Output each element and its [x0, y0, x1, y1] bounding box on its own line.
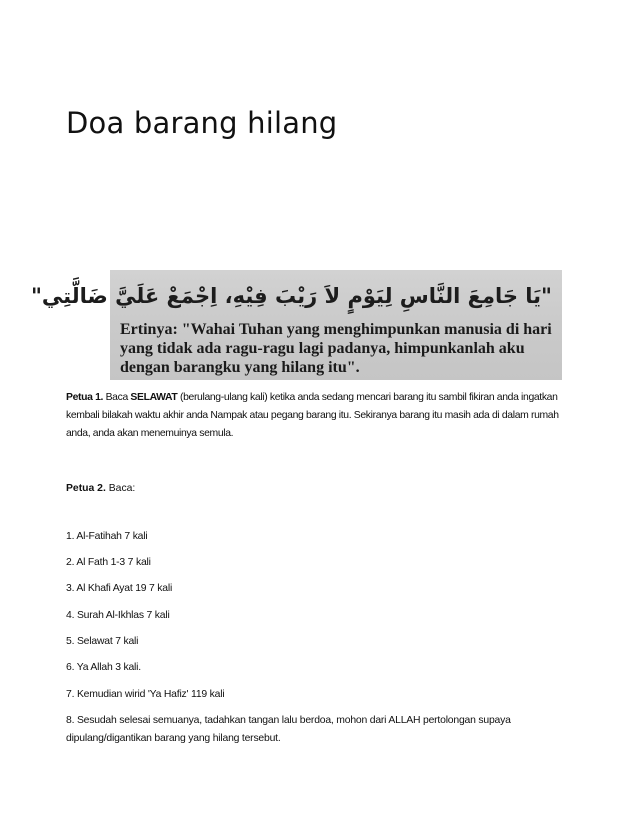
- petua-2-paragraph: [66, 480, 574, 498]
- list-item: 6. Ya Allah 3 kali.: [66, 662, 141, 673]
- petua-2-label: Petua 2.: [66, 483, 106, 494]
- list-item: 8. Sesudah selesai semuanya, tadahkan tangan lalu berdoa, mohon dari ALLAH pertolongan supaya dipulang/digantikan barang yang hilang tersebut.: [66, 715, 511, 744]
- prayer-translation: Ertinya: "Wahai Tuhan yang menghimpunkan manusia di hari yang tidak ada ragu-ragu lagi padanya, himpunkanlah aku dengan barangku yang hilang itu".: [120, 321, 552, 376]
- petua-1-paragraph: [66, 389, 574, 443]
- petua-1-text: (berulang-ulang kali) ketika anda sedang mencari barang itu sambil fikiran anda ingatkan kembali bilakah waktu akhir anda Nampak atau pegang barang itu. Sekiranya barang itu masih ada di dalam rumah anda, anda akan menemuinya semula.: [66, 392, 559, 439]
- page-title: Doa barang hilang: [66, 106, 338, 140]
- list-item: 5. Selawat 7 kali: [66, 636, 139, 647]
- prayer-scan-image: [30, 270, 562, 380]
- petua-1-pre: Baca: [103, 392, 131, 403]
- list-item: 4. Surah Al-Ikhlas 7 kali: [66, 610, 170, 621]
- petua-2-text: Baca:: [105, 483, 136, 494]
- list-item: 7. Kemudian wirid 'Ya Hafiz' 119 kali: [66, 689, 225, 700]
- arabic-prayer-text: "يَا جَامِعَ النَّاسِ لِيَوْمٍ لاَ رَيْبَ فِيْهِ، اِجْمَعْ عَلَيَّ ضَالَّتِي": [30, 284, 552, 308]
- list-item: 3. Al Khafi Ayat 19 7 kali: [66, 583, 173, 594]
- list-item: 2. Al Fath 1-3 7 kali: [66, 557, 151, 568]
- selawat-word: SELAWAT: [130, 392, 178, 403]
- list-item: 1. Al-Fatihah 7 kali: [66, 531, 148, 542]
- petua-1-label: Petua 1.: [66, 392, 104, 403]
